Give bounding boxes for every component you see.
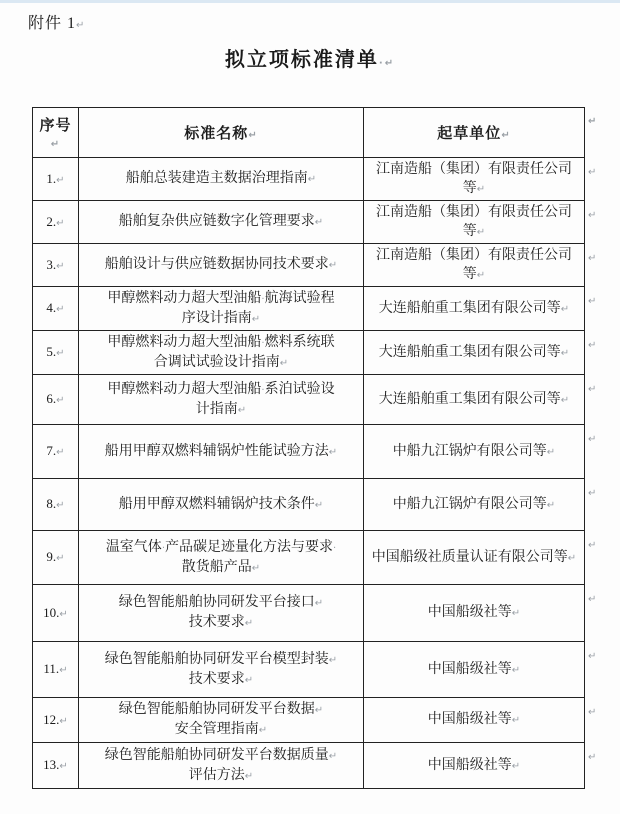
unit-cell <box>364 287 585 331</box>
name-cell <box>79 158 364 201</box>
cell-text: 绿色智能船舶协同研发平台模型封装↵ 技术要求↵ <box>104 651 338 687</box>
cell-text: 江南造船（集团）有限责任公司 等↵ <box>376 161 572 196</box>
serial-cell <box>33 375 79 425</box>
row-end-mark <box>585 642 611 698</box>
serial-cell <box>33 331 79 375</box>
paragraph-mark: ↵ <box>588 295 597 307</box>
paragraph-mark: ↵ <box>588 339 597 351</box>
cell-text: 中国船级社等↵ <box>427 661 521 677</box>
table-row <box>33 585 611 642</box>
cell-text: 7.↵ <box>46 443 65 458</box>
unit-cell <box>364 158 585 201</box>
row-end-mark <box>585 331 611 375</box>
col-header-text: 标准名称↵ <box>184 126 258 142</box>
serial-cell <box>33 425 79 479</box>
cell-text: 甲醇燃料动力超大型油船·航海试验程 序设计指南↵ <box>107 290 335 326</box>
paragraph-mark: ↵ <box>588 706 597 718</box>
table-row <box>33 331 611 375</box>
table-row <box>33 479 611 531</box>
cell-text: 绿色智能船舶协同研发平台接口↵ 技术要求↵ <box>118 595 324 630</box>
unit-cell <box>364 331 585 375</box>
row-end-mark <box>585 287 611 331</box>
unit-cell <box>364 244 585 287</box>
table-row <box>33 698 611 743</box>
name-cell <box>79 201 364 244</box>
table-row <box>33 375 611 425</box>
name-cell <box>79 531 364 585</box>
name-cell <box>79 698 364 743</box>
cell-text: 中国船级社等↵ <box>427 757 521 773</box>
cell-text: 2.↵ <box>46 213 65 229</box>
cell-text: 船舶设计与供应链数据协同技术要求↵ <box>104 257 338 272</box>
unit-cell <box>364 531 585 585</box>
row-end-mark <box>585 201 611 244</box>
cell-text: 中船九江锅炉有限公司等↵ <box>392 443 556 459</box>
unit-cell <box>364 425 585 479</box>
paragraph-mark: ↵ <box>588 751 597 763</box>
top-edge-strip <box>0 0 620 3</box>
row-end-mark <box>585 479 611 531</box>
table-row <box>33 287 611 331</box>
cell-text: 甲醇燃料动力超大型油船·系泊试验设 计指南↵ <box>107 381 335 417</box>
serial-cell <box>33 244 79 287</box>
cell-text: 9.↵ <box>46 549 65 564</box>
cell-text: 中国船级社等↵ <box>427 712 521 727</box>
cell-text: 绿色智能船舶协同研发平台数据质量↵ 评估方法↵ <box>104 747 338 783</box>
col-header-standard-name <box>79 108 364 158</box>
name-cell <box>79 287 364 331</box>
cell-text: 大连船舶重工集团有限公司等↵ <box>378 300 570 316</box>
paragraph-mark: ↵ <box>588 115 598 127</box>
row-end-mark <box>585 743 611 789</box>
cell-text: 1.↵ <box>46 170 65 186</box>
row-end-mark <box>585 244 611 287</box>
unit-cell <box>364 642 585 698</box>
attachment-label: 附件 1↵ <box>28 15 86 32</box>
unit-cell <box>364 201 585 244</box>
cell-text: 船舶复杂供应链数字化管理要求↵ <box>118 214 324 229</box>
col-header-serial <box>33 108 79 158</box>
cell-text: 10.↵ <box>43 604 68 620</box>
cell-text: 13.↵ <box>43 757 68 772</box>
paragraph-mark: ↵ <box>588 383 597 395</box>
row-end-mark <box>585 375 611 425</box>
serial-cell <box>33 642 79 698</box>
cell-text: 大连船舶重工集团有限公司等↵ <box>378 344 570 360</box>
name-cell <box>79 642 364 698</box>
serial-cell <box>33 585 79 642</box>
standards-table <box>32 107 611 789</box>
serial-cell <box>33 531 79 585</box>
cell-text: 甲醇燃料动力超大型油船·燃料系统联 合调试试验设计指南↵ <box>107 334 335 370</box>
row-end-mark <box>585 585 611 642</box>
paragraph-mark: ↵ <box>588 209 597 221</box>
row-end-mark <box>585 425 611 479</box>
name-cell <box>79 425 364 479</box>
row-end-mark <box>585 108 611 158</box>
cell-text: 江南造船（集团）有限责任公司 等↵ <box>376 247 572 282</box>
cell-text: 江南造船（集团）有限责任公司 等↵ <box>376 204 572 239</box>
cell-text: 中船九江锅炉有限公司等↵ <box>392 496 556 512</box>
table-row <box>33 743 611 789</box>
serial-cell <box>33 158 79 201</box>
unit-cell <box>364 585 585 642</box>
row-end-mark <box>585 531 611 585</box>
cell-text: 3.↵ <box>46 256 65 272</box>
cell-text: 6.↵ <box>46 391 65 406</box>
col-header-text: 序号↵ <box>39 117 72 150</box>
cell-text: 11.↵ <box>43 661 68 676</box>
unit-cell <box>364 479 585 531</box>
cell-text: 8.↵ <box>46 496 65 511</box>
table-row <box>33 425 611 479</box>
serial-cell <box>33 743 79 789</box>
unit-cell <box>364 743 585 789</box>
page-title: 拟立项标准清单·↵ <box>224 49 396 71</box>
paragraph-mark: ↵ <box>588 593 597 605</box>
cell-text: 大连船舶重工集团有限公司等↵ <box>378 391 570 407</box>
row-end-mark <box>585 158 611 201</box>
table-row <box>33 531 611 585</box>
table-row <box>33 642 611 698</box>
serial-cell <box>33 287 79 331</box>
cell-text: 4.↵ <box>46 300 65 315</box>
cell-text: 船舶总装建造主数据治理指南↵ <box>125 171 317 186</box>
cell-text: 中国船级社等↵ <box>427 605 521 620</box>
unit-cell <box>364 698 585 743</box>
name-cell <box>79 331 364 375</box>
cell-text: 5.↵ <box>46 344 65 359</box>
cell-text: 绿色智能船舶协同研发平台数据↵ 安全管理指南↵ <box>118 702 324 737</box>
table-row <box>33 201 611 244</box>
cell-text: 船用甲醇双燃料辅锅炉性能试验方法↵ <box>104 443 338 459</box>
row-end-mark <box>585 698 611 743</box>
cell-text: 12.↵ <box>43 711 68 727</box>
name-cell <box>79 743 364 789</box>
paragraph-mark: ↵ <box>588 539 597 551</box>
name-cell <box>79 375 364 425</box>
serial-cell <box>33 698 79 743</box>
paragraph-mark: ↵ <box>588 252 597 264</box>
paragraph-mark: ↵ <box>588 433 597 445</box>
name-cell <box>79 479 364 531</box>
col-header-drafting-unit <box>364 108 585 158</box>
name-cell <box>79 585 364 642</box>
cell-text: 中国船级社质量认证有限公司等↵ <box>371 549 577 565</box>
paragraph-mark: ↵ <box>588 487 597 499</box>
col-header-text: 起草单位↵ <box>437 126 511 142</box>
table-row <box>33 244 611 287</box>
name-cell <box>79 244 364 287</box>
paragraph-mark: ↵ <box>588 166 597 178</box>
table-row <box>33 158 611 201</box>
unit-cell <box>364 375 585 425</box>
cell-text: 船用甲醇双燃料辅锅炉技术条件↵ <box>118 496 324 512</box>
serial-cell <box>33 201 79 244</box>
table-header-row <box>33 108 611 158</box>
serial-cell <box>33 479 79 531</box>
cell-text: 温室气体·产品碳足迹量化方法与要求· 散货船产品↵ <box>105 539 337 575</box>
paragraph-mark: ↵ <box>588 650 597 662</box>
